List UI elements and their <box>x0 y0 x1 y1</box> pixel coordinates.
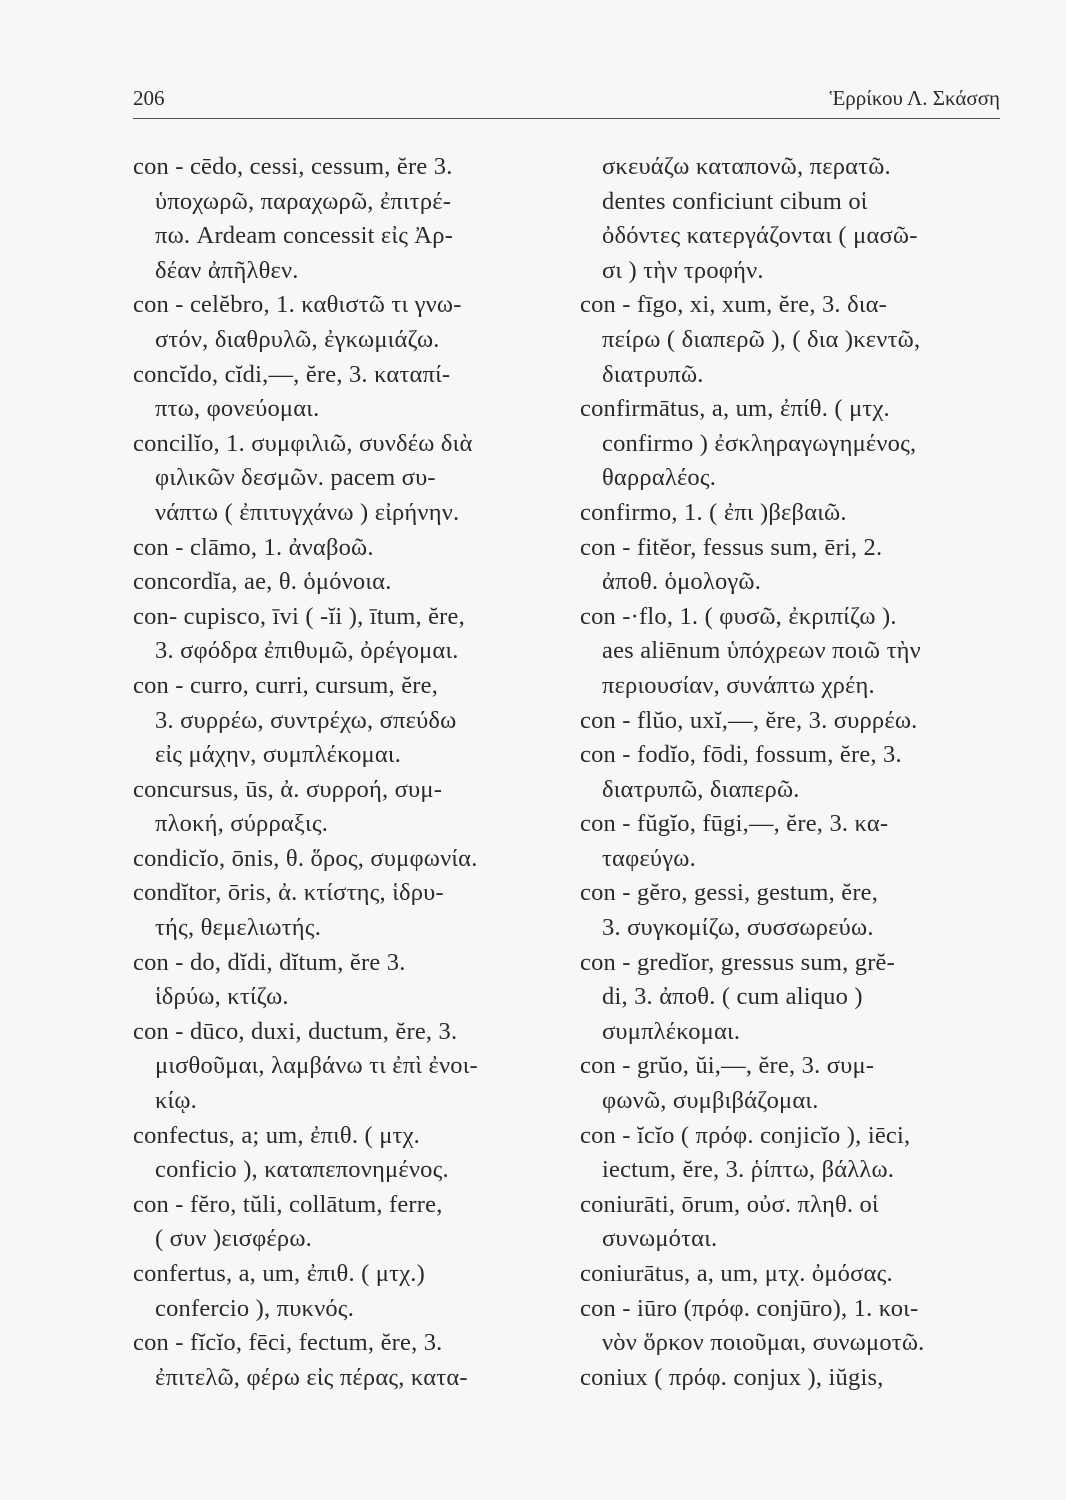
entry-line: concursus, ūs, ἀ. συρροή, συμ- <box>133 775 443 803</box>
entry-line: περιουσίαν, συνάπτω χρέη. <box>602 671 875 699</box>
entry-line: con - iūro (πρόφ. conjūro), 1. κοι- <box>580 1294 919 1322</box>
left-column <box>133 150 553 1395</box>
entry-line: 3. συγκομίζω, συσσωρεύω. <box>602 914 874 942</box>
entry-line: concordĭa, ae, θ. ὁμόνοια. <box>133 568 392 596</box>
entry-line: condicĭo, ōnis, θ. ὅρος, συμφωνία. <box>133 844 478 872</box>
entry-line: διατρυπῶ. <box>602 360 704 388</box>
entry-line: con - cēdo, cessi, cessum, ĕre 3. <box>133 153 453 180</box>
entry-line: con - do, dĭdi, dĭtum, ĕre 3. <box>133 948 406 976</box>
entry-line: συμπλέκομαι. <box>602 1017 741 1045</box>
entry-line: con - flŭo, uxĭ,—, ĕre, 3. συρρέω. <box>580 706 918 734</box>
entry-line: δέαν ἀπῆλθεν. <box>155 256 299 284</box>
entry-line: confectus, a; um, ἐπιθ. ( μτχ. <box>133 1121 420 1149</box>
entry-line: confertus, a, um, ἐπιθ. ( μτχ.) <box>133 1260 425 1287</box>
entry-line: πτω, φονεύομαι. <box>155 395 320 423</box>
entry-line: εἰς μάχην, συμπλέκομαι. <box>155 741 402 769</box>
entry-line: σκευάζω καταπονῶ, περατῶ. <box>602 153 891 180</box>
right-column <box>580 150 1000 1395</box>
entry-line: coniux ( πρόφ. conjux ), iŭgis, <box>580 1363 884 1391</box>
entry-line: confercio ), πυκνός. <box>155 1294 355 1322</box>
entry-line: σι ) τὴν τροφήν. <box>602 256 764 284</box>
entry-line: con - ĭcĭo ( πρόφ. conjicĭo ), iēci, <box>580 1121 911 1149</box>
entry-line: coniurāti, ōrum, οὐσ. πληθ. οἱ <box>580 1190 879 1218</box>
entry-line: πείρω ( διαπερῶ ), ( δια )κεντῶ, <box>602 325 921 353</box>
entry-line: κίῳ. <box>155 1087 197 1115</box>
entry-line: τής, θεμελιωτής. <box>155 914 322 942</box>
entry-line: iectum, ĕre, 3. ῥίπτω, βάλλω. <box>602 1156 895 1184</box>
entry-line: aes aliēnum ὑπόχρεων ποιῶ τὴν <box>602 637 921 665</box>
entry-line: νάπτω ( ἐπιτυγχάνω ) εἰρήνην. <box>155 498 460 526</box>
entry-line: con - fīgo, xi, xum, ĕre, 3. δια- <box>580 291 888 319</box>
entry-line: ὑποχωρῶ, παραχωρῶ, ἐπιτρέ- <box>155 187 452 215</box>
entry-line: στόν, διαθρυλῶ, ἐγκωμιάζω. <box>155 325 440 353</box>
entry-line: πω. Ardeam concessit εἰς Ἀρ- <box>155 222 454 250</box>
entry-line: ( συν )εισφέρω. <box>155 1225 312 1253</box>
entry-line: φωνῶ, συμβιβάζομαι. <box>602 1087 819 1115</box>
entry-line: con - grŭo, ŭi,—, ĕre, 3. συμ- <box>580 1052 875 1080</box>
entry-line: confirmo ) ἐσκληραγωγημένος, <box>602 429 917 457</box>
entry-line: con - curro, curri, cursum, ĕre, <box>133 671 439 699</box>
entry-line: concĭdo, cĭdi,—, ĕre, 3. καταπί- <box>133 360 451 388</box>
entry-line: 3. συρρέω, συντρέχω, σπεύδω <box>155 706 457 734</box>
header-rule <box>133 118 1000 119</box>
entry-line: conficio ), καταπεπονημένος. <box>155 1156 449 1184</box>
entry-line: confirmo, 1. ( ἐπι )βεβαιῶ. <box>580 498 847 526</box>
entry-line: coniurātus, a, um, μτχ. ὀμόσας. <box>580 1260 893 1287</box>
entry-line: πλοκή, σύρραξις. <box>155 810 329 838</box>
entry-line: concilĭo, 1. συμφιλιῶ, συνδέω διὰ <box>133 429 473 457</box>
page-number: 206 <box>133 86 165 110</box>
entry-line: 3. σφόδρα ἐπιθυμῶ, ὀρέγομαι. <box>155 637 459 665</box>
entry-line: θαρραλέος. <box>602 464 717 492</box>
entry-line: confirmātus, a, um, ἐπίθ. ( μτχ. <box>580 395 890 423</box>
entry-line: ἀποθ. ὁμολογῶ. <box>602 568 762 596</box>
entry-line: ἐπιτελῶ, φέρω εἰς πέρας, κατα- <box>155 1363 468 1391</box>
entry-line: con - fĭcĭo, fēci, fectum, ĕre, 3. <box>133 1329 443 1357</box>
entry-line: con - fŭgĭo, fūgi,—, ĕre, 3. κα- <box>580 810 889 838</box>
entry-line: dentes conficiunt cibum οἱ <box>602 187 868 215</box>
entry-line: ταφεύγω. <box>602 844 696 872</box>
entry-line: ἱδρύω, κτίζω. <box>155 983 289 1011</box>
entry-line: νὸν ὅρκον ποιοῦμαι, συνωμοτῶ. <box>602 1329 925 1357</box>
entry-line: con - fodĭo, fōdi, fossum, ĕre, 3. <box>580 741 902 769</box>
entry-line: con -·flo, 1. ( φυσῶ, ἐκριπίζω ). <box>580 602 897 630</box>
entry-line: con - gĕro, gessi, gestum, ĕre, <box>580 879 879 907</box>
entry-line: di, 3. ἀποθ. ( cum aliquo ) <box>602 983 863 1011</box>
entry-line: con - clāmo, 1. ἀναβοῶ. <box>133 533 374 561</box>
entry-line: con - gredĭor, gressus sum, grĕ- <box>580 948 895 976</box>
entry-line: συνωμόται. <box>602 1225 718 1253</box>
entry-line: διατρυπῶ, διαπερῶ. <box>602 775 800 803</box>
entry-line: μισθοῦμαι, λαμβάνω τι ἐπὶ ἐνοι- <box>155 1052 478 1080</box>
running-head: Ἑρρίκου Λ. Σκάσση <box>829 86 1000 110</box>
entry-line: con - fitĕor, fessus sum, ēri, 2. <box>580 533 883 561</box>
entry-line: con - fĕro, tŭli, collātum, ferre, <box>133 1190 443 1218</box>
entry-line: ὀδόντες κατεργάζονται ( μασῶ- <box>602 222 918 250</box>
entry-line: con - dūco, duxi, ductum, ĕre, 3. <box>133 1017 458 1045</box>
page-header <box>133 84 1000 114</box>
entry-line: con - celĕbro, 1. καθιστῶ τι γνω- <box>133 291 462 319</box>
entry-line: con- cupisco, īvi ( -ĭi ), ītum, ĕre, <box>133 602 465 630</box>
entry-line: condĭtor, ōris, ἀ. κτίστης, ἱδρυ- <box>133 879 444 907</box>
entry-line: φιλικῶν δεσμῶν. pacem συ- <box>155 464 436 492</box>
